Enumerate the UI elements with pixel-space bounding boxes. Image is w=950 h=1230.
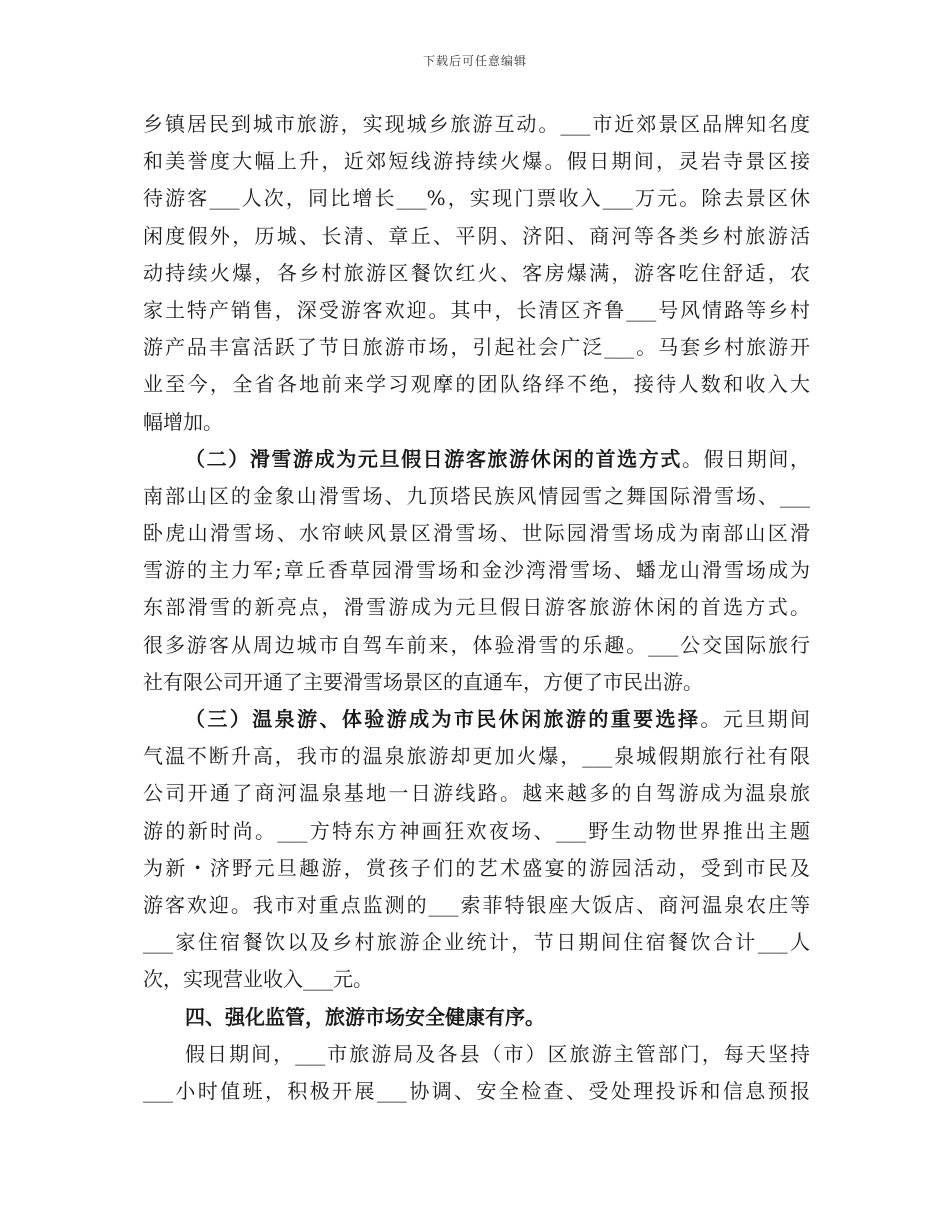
text-line: 很多游客从周边城市自驾车前来，体验滑雪的乐趣。___公交国际旅行 bbox=[143, 632, 810, 657]
text-line: 家土特产销售，深受游客欢迎。其中，长清区齐鲁___号风情路等乡村 bbox=[143, 297, 810, 322]
text-line: 东部滑雪的新亮点，滑雪游成为元旦假日游客旅游休闲的首选方式。 bbox=[143, 595, 810, 620]
section-heading-three bbox=[143, 701, 810, 738]
section-heading-four: 四、强化监管，旅游市场安全健康有序。 bbox=[185, 1004, 545, 1029]
text-line: 业至今，全省各地前来学习观摩的团队络绎不绝，接待人数和收入大 bbox=[143, 372, 810, 397]
document-body bbox=[143, 106, 810, 1110]
text-line: 动持续火爆，各乡村旅游区餐饮红火、客房爆满，游客吃住舒适，农 bbox=[143, 260, 810, 285]
text-line: 公司开通了商河温泉基地一日游线路。越来越多的自驾游成为温泉旅 bbox=[143, 781, 810, 806]
text-line: 乡镇居民到城市旅游，实现城乡旅游互动。___市近郊景区品牌知名度 bbox=[143, 112, 810, 136]
text-line: 南部山区的金象山滑雪场、九顶塔民族风情园雪之舞国际滑雪场、___ bbox=[143, 483, 810, 508]
text-line: 假日期间，___市旅游局及各县（市）区旅游主管部门，每天坚持 bbox=[185, 1041, 810, 1066]
text-line: 气温不断升高，我市的温泉旅游却更加火爆，___泉城假期旅行社有限 bbox=[143, 744, 810, 769]
text-line: 社有限公司开通了主要滑雪场景区的直通车，方便了市民出游。 bbox=[143, 669, 703, 694]
section-heading-two bbox=[143, 441, 810, 478]
text-line: 闲度假外，历城、长清、章丘、平阴、济阳、商河等各类乡村旅游活 bbox=[143, 223, 810, 248]
text-line: ___小时值班，积极开展___协调、安全检查、受处理投诉和信息预报 bbox=[143, 1078, 810, 1103]
text-line: 游的新时尚。___方特东方神画狂欢夜场、___野生动物世界推出主题 bbox=[143, 818, 810, 843]
text-line: 游客欢迎。我市对重点监测的___索菲特银座大饭店、商河温泉农庄等 bbox=[143, 892, 810, 917]
text-line: 游产品丰富活跃了节日旅游市场，引起社会广泛___。马套乡村旅游开 bbox=[143, 335, 810, 360]
text-line: 幅增加。 bbox=[143, 409, 223, 434]
section-title-two: （二）滑雪游成为元旦假日游客旅游休闲的首选方式 bbox=[185, 446, 682, 471]
text-segment: 。假日期间， bbox=[681, 446, 810, 471]
text-line: 待游客___人次，同比增长___%，实现门票收入___万元。除去景区休 bbox=[143, 186, 810, 211]
text-line: ___家住宿餐饮以及乡村旅游企业统计，节日期间住宿餐饮合计___人 bbox=[143, 930, 810, 955]
text-line: 为新・济野元旦趣游，赏孩子们的艺术盛宴的游园活动，受到市民及 bbox=[143, 855, 810, 880]
text-line: 次，实现营业收入___元。 bbox=[143, 967, 373, 992]
page-header: 下载后可任意编辑 bbox=[422, 54, 527, 68]
text-line: 和美誉度大幅上升，近郊短线游持续火爆。假日期间，灵岩寺景区接 bbox=[143, 149, 810, 174]
text-segment: 。元旦期间 bbox=[700, 707, 810, 731]
text-line: 卧虎山滑雪场、水帘峡风景区滑雪场、世际园滑雪场成为南部山区滑 bbox=[143, 521, 810, 546]
text-line: 雪游的主力军;章丘香草园滑雪场和金沙湾滑雪场、蟠龙山滑雪场成为 bbox=[143, 558, 810, 583]
section-title-three: （三）温泉游、体验游成为市民休闲旅游的重要选择 bbox=[185, 707, 701, 731]
